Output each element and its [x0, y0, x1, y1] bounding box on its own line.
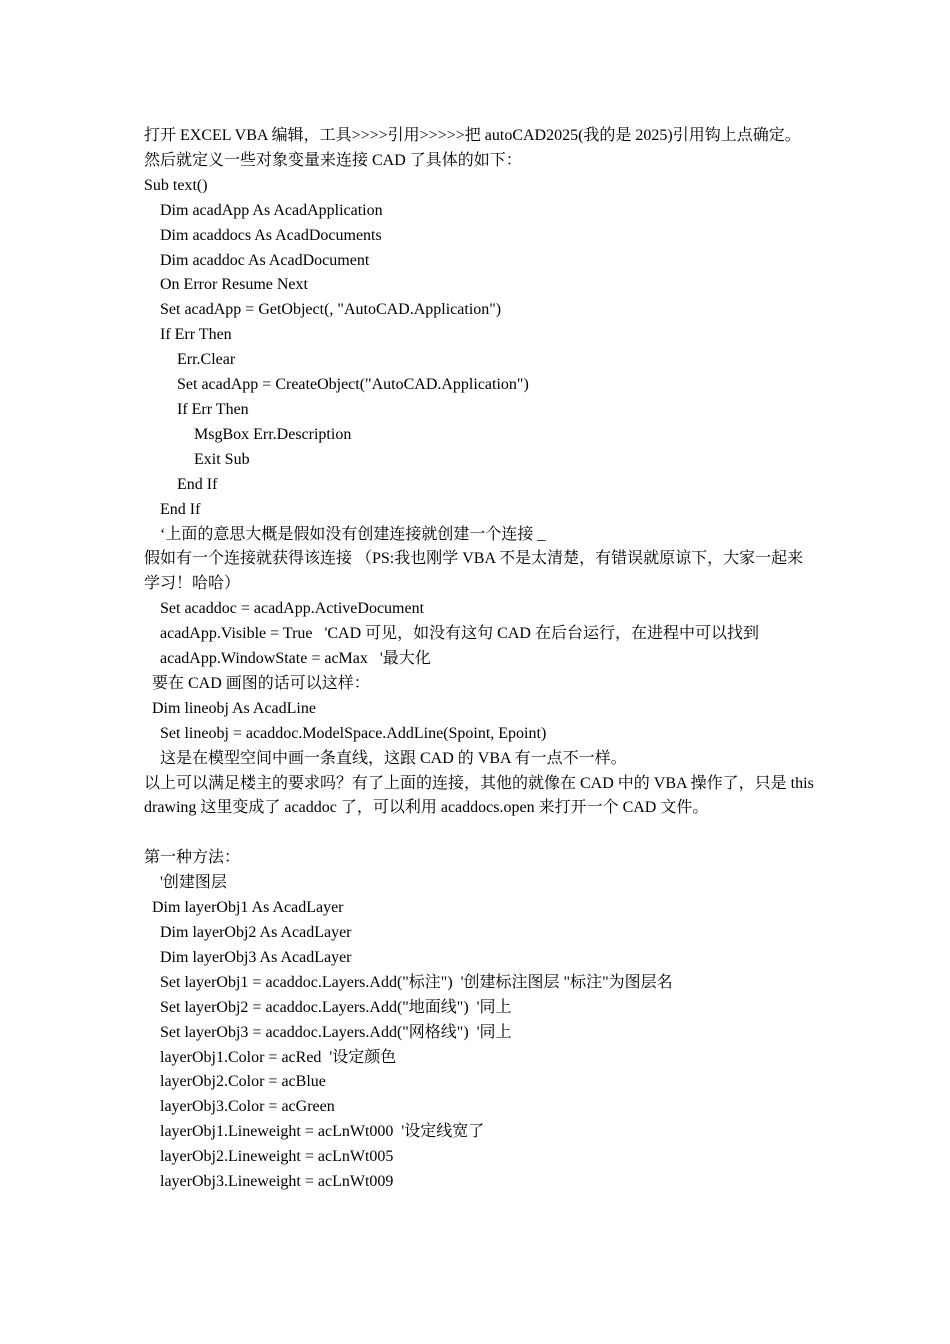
code-line: Dim layerObj1 As AcadLayer [152, 899, 344, 917]
text-line-explanation: 假如有一个连接就获得该连接 （PS:我也刚学 VBA 不是太清楚，有错误就原谅下，大家一起来学习！哈哈） [144, 550, 804, 593]
code-line: Dim acadApp As AcadApplication [160, 201, 383, 219]
code-line: Exit Sub [194, 450, 250, 468]
code-line: Dim acaddocs As AcadDocuments [160, 226, 382, 244]
code-line: layerObj3.Color = acGreen [160, 1098, 335, 1116]
code-line: Set layerObj1 = acaddoc.Layers.Add("标注") '创建标注图层 "标注"为图层名 [160, 973, 673, 991]
code-line: layerObj1.Color = acRed '设定颜色 [160, 1048, 397, 1066]
code-line: Set lineobj = acaddoc.ModelSpace.AddLine(Spoint, Epoint) [160, 724, 547, 742]
document-body [144, 124, 814, 1195]
code-line: Sub text() [144, 176, 208, 194]
text-line-define: 然后就定义一些对象变量来连接 CAD 了具体的如下： [144, 151, 522, 169]
code-line: Dim lineobj As AcadLine [152, 699, 316, 717]
code-line: layerObj2.Color = acBlue [160, 1073, 326, 1091]
code-line: layerObj3.Lineweight = acLnWt009 [160, 1173, 394, 1191]
blank-line [144, 821, 814, 846]
code-line: On Error Resume Next [160, 276, 308, 294]
code-line: If Err Then [177, 400, 249, 418]
code-line: acadApp.Visible = True 'CAD 可见，如没有这句 CAD 在后台运行，在进程中可以找到 [160, 625, 759, 643]
code-comment-line: ‘上面的意思大概是假如没有创建连接就创建一个连接 _ [160, 525, 546, 543]
code-line: acadApp.WindowState = acMax '最大化 [160, 650, 431, 668]
section-heading-method-one: 第一种方法： [144, 849, 241, 867]
text-line-note: 这是在模型空间中画一条直线，这跟 CAD 的 VBA 有一点不一样。 [160, 749, 627, 767]
text-line-summary: 以上可以满足楼主的要求吗？有了上面的连接，其他的就像在 CAD 中的 VBA 操作了，只是 thisdrawing 这里变成了 acaddoc 了，可以利用 acaddocs.open 来打开一个 CAD 文件。 [144, 774, 814, 817]
code-line: Set acadApp = GetObject(, "AutoCAD.Application") [160, 301, 502, 319]
code-line: layerObj1.Lineweight = acLnWt000 '设定线宽了 [160, 1123, 485, 1141]
code-line: Err.Clear [177, 351, 236, 369]
text-line-intro: 打开 EXCEL VBA 编辑，工具>>>>引用>>>>>把 autoCAD2025(我的是 2025)引用钩上点确定。 [144, 127, 801, 144]
code-line: If Err Then [160, 326, 232, 344]
code-line: Dim layerObj3 As AcadLayer [160, 948, 352, 966]
code-line: Set layerObj2 = acaddoc.Layers.Add("地面线") '同上 [160, 998, 512, 1016]
code-line: Set layerObj3 = acaddoc.Layers.Add("网格线") '同上 [160, 1023, 512, 1041]
code-comment-line: '创建图层 [160, 874, 227, 892]
code-line: Dim acaddoc As AcadDocument [160, 251, 370, 269]
code-line: layerObj2.Lineweight = acLnWt005 [160, 1148, 394, 1166]
code-line: Set acaddoc = acadApp.ActiveDocument [160, 600, 425, 618]
code-line: End If [160, 500, 201, 518]
code-line: MsgBox Err.Description [194, 425, 352, 443]
text-line-draw-intro: 要在 CAD 画图的话可以这样： [152, 674, 370, 692]
code-line: End If [177, 475, 218, 493]
code-line: Dim layerObj2 As AcadLayer [160, 923, 352, 941]
code-line: Set acadApp = CreateObject("AutoCAD.Application") [177, 376, 529, 394]
